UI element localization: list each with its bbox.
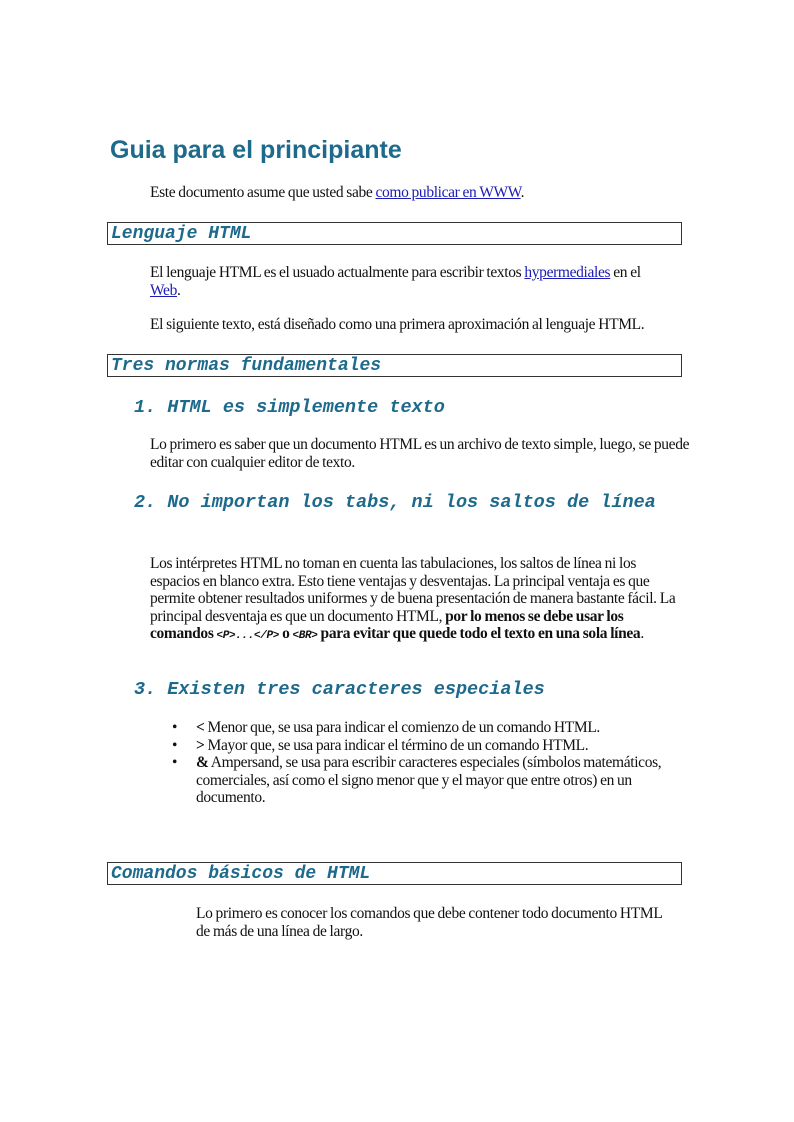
- hypermediales-link[interactable]: hypermediales: [524, 264, 611, 281]
- bold-run: por lo menos se debe usar los comandos: [150, 607, 624, 642]
- char-description: Menor que, se usa para indicar el comienzo de un comando HTML.: [204, 719, 600, 736]
- char-symbol: &: [196, 754, 209, 771]
- intro-text-end: .: [520, 184, 525, 201]
- text-run: en el: [610, 264, 641, 281]
- code-run: <P>...</P>: [216, 630, 280, 642]
- lenguaje-paragraph-1: [150, 264, 670, 299]
- rule-2-text: [150, 555, 685, 646]
- list-item: [150, 737, 680, 755]
- comandos-paragraph: Lo primero es conocer los comandos que debe contener todo documento HTML de más de una línea de largo.: [196, 905, 662, 940]
- section-heading-text: Tres normas fundamentales: [111, 356, 382, 376]
- bold-run: para evitar que quede todo el texto en una sola línea: [317, 625, 641, 642]
- list-item: [150, 754, 680, 807]
- intro-text: Este documento asume que usted sabe: [150, 184, 376, 201]
- char-symbol: <: [196, 719, 205, 736]
- char-description: Ampersand, se usa para escribir caracteres especiales (símbolos matemáticos, comerciales, así como el signo menor que y el mayor que entre otros) en un documento.: [196, 754, 662, 806]
- bullet-icon: •: [172, 754, 178, 771]
- char-description: Mayor que, se usa para indicar el término de un comando HTML.: [204, 736, 589, 754]
- text-run: Los intérpretes HTML no toman en cuenta las tabulaciones, los saltos de línea ni los espacios en blanco extra. Esto tiene ventajas y desventajas. La principal ventaja es que permite obtener resultados uniformes y de buena presentación de manera bastante fácil. La principal desventaja es que un documento HTML,: [150, 555, 676, 625]
- page-title: Guia para el principiante: [110, 136, 402, 164]
- code-run: <BR>: [292, 630, 318, 642]
- bold-run: o: [279, 625, 293, 642]
- rule-1-title: 1. HTML es simplemente texto: [134, 397, 445, 418]
- text-run: El lenguaje HTML es el usuado actualmente para escribir textos: [150, 264, 525, 281]
- section-heading-text: Comandos básicos de HTML: [111, 864, 371, 884]
- bullet-icon: •: [172, 736, 178, 754]
- rule-3-title: 3. Existen tres caracteres especiales: [134, 679, 545, 700]
- rule-1-text: Lo primero es saber que un documento HTML es un archivo de texto simple, luego, se puede editar con cualquier editor de texto.: [150, 436, 690, 471]
- text-run: .: [176, 281, 181, 299]
- section-heading-comandos: [107, 862, 682, 885]
- bullet-icon: •: [172, 719, 178, 736]
- publish-www-link[interactable]: como publicar en WWW: [375, 184, 521, 201]
- section-heading-lenguaje: [107, 222, 682, 245]
- section-heading-normas: [107, 354, 682, 377]
- char-symbol: >: [196, 736, 205, 754]
- rule-2-title: 2. No importan los tabs, ni los saltos de línea: [134, 492, 656, 513]
- intro-paragraph: [150, 184, 690, 202]
- special-chars-list: [150, 719, 680, 807]
- section-heading-text: Lenguaje HTML: [111, 224, 252, 244]
- web-link[interactable]: Web: [150, 281, 177, 299]
- text-run: .: [640, 625, 644, 642]
- lenguaje-paragraph-2: El siguiente texto, está diseñado como una primera aproximación al lenguaje HTML.: [150, 316, 645, 333]
- list-item: [150, 719, 680, 737]
